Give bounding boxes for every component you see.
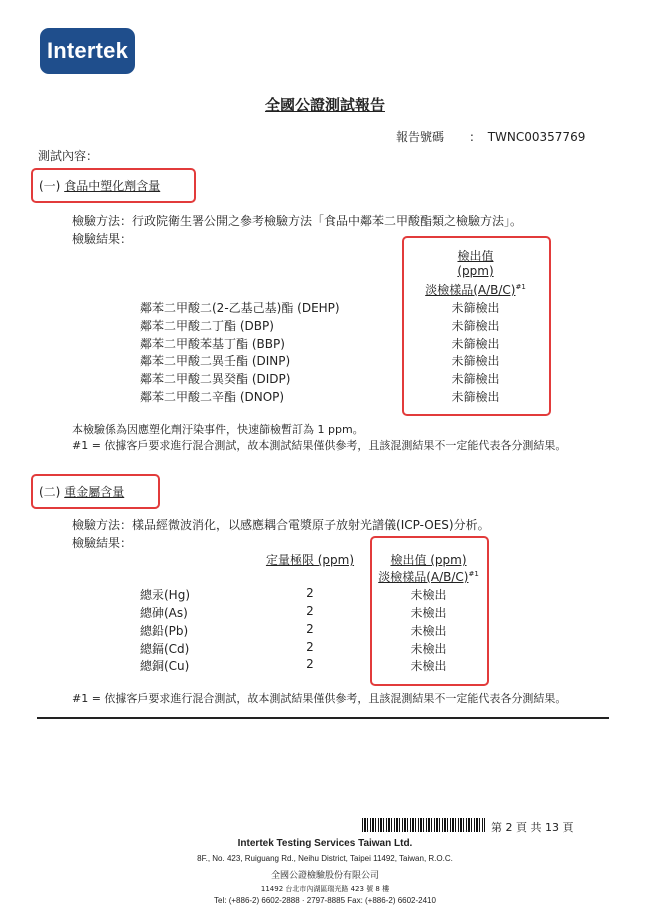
section1-method-text: 行政院衛生署公開之參考檢驗方法「食品中鄰苯二甲酸酯類之檢驗方法」。 [132, 214, 523, 228]
s1-col-header-3: 淡檢樣品$(A/B/C)^{\#1}$ [425, 283, 526, 297]
s2-row-name: 總銅(Cu) [140, 659, 190, 673]
section1-note-1: 本檢驗係為因應塑化劑汙染事件，快速篩檢暫訂為 1 ppm。 [72, 423, 364, 436]
s1-row-value: 未篩檢出 [451, 354, 500, 368]
footer-address-zh: 11492 台北市內湖區瑞光路 423 號 8 樓 [260, 885, 390, 893]
report-number-label: 報告號碼 [396, 130, 445, 144]
s2-row-value: 未檢出 [410, 659, 447, 673]
s1-col-header-2: (ppm) [457, 264, 494, 278]
s1-row-name: 鄰苯二甲酸二(2-乙基己基)酯 (DEHP) [140, 301, 340, 315]
s1-row-name: 鄰苯二甲酸二辛酯 (DNOP) [140, 390, 285, 404]
section1-method [72, 212, 522, 229]
section1-result-label: 檢驗結果： [72, 232, 133, 246]
s2-row-name: 總汞(Hg) [140, 588, 191, 602]
s2-row-name: 總鎘(Cd) [140, 642, 190, 656]
s2-row-limit: 2 [306, 657, 314, 671]
s2-row-name: 總砷(As) [140, 606, 188, 620]
section2-title: 重金屬含量 [64, 485, 125, 499]
s2-row-value: 未檢出 [410, 624, 447, 638]
s2-row-value: 未檢出 [410, 642, 447, 656]
page-number: 第 2 頁 共 13 頁 [491, 821, 574, 834]
report-number [396, 128, 585, 145]
s1-row-value: 未篩檢出 [451, 319, 500, 333]
s1-row-value: 未篩檢出 [451, 301, 500, 315]
s2-row-limit: 2 [306, 622, 314, 636]
section1-note-2: #1 = 依據客戶要求進行混合測試，故本測試結果僅供參考，且該混測結果不一定能代表各分測結果。 [72, 439, 567, 452]
section2-prefix: (二) [39, 485, 61, 499]
s1-row-value: 未篩檢出 [451, 372, 500, 386]
report-number-value: TWNC00357769 [487, 130, 586, 144]
report-number-sep: : [469, 130, 474, 144]
s2-row-limit: 2 [306, 640, 314, 654]
section2-note: #1 = 依據客戶要求進行混合測試，故本測試結果僅供參考，且該混測結果不一定能代表各分測結果。 [72, 692, 567, 705]
section2-method-text: 樣品經微波消化，以感應耦合電漿原子放射光譜儀(ICP-OES)分析。 [132, 518, 490, 532]
section1-title: 食品中塑化劑含量 [64, 179, 161, 193]
barcode [362, 818, 485, 832]
section2-method-label: 檢驗方法： [72, 518, 133, 532]
footer-company-zh: 全國公證檢驗股份有限公司 [270, 871, 379, 881]
section1-heading [39, 177, 160, 194]
section2-heading [39, 483, 124, 500]
s2-limit-header: 定量極限 (ppm) [265, 553, 355, 567]
section2-method [72, 516, 490, 533]
section2-result-label: 檢驗結果： [72, 536, 133, 550]
s2-row-limit: 2 [306, 604, 314, 618]
footer-company-en: Intertek Testing Services Taiwan Ltd. [237, 838, 413, 849]
s2-row-value: 未檢出 [410, 606, 447, 620]
footer-divider [37, 717, 609, 719]
report-title: 全國公證測試報告 [264, 96, 385, 114]
s2-col-header-2: 淡檢樣品$(A/B/C)^{\#1}$ [378, 570, 479, 584]
s1-col-header-1: 檢出值 [457, 249, 494, 263]
s2-row-limit: 2 [306, 586, 314, 600]
section1-method-label: 檢驗方法： [72, 214, 133, 228]
intertek-logo: Intertek [40, 28, 135, 74]
footer-contact: Tel: (+886-2) 6602-2888 · 2797-8885 Fax: (+886-2) 6602-2410 [214, 896, 436, 905]
s1-row-name: 鄰苯二甲酸二異癸酯 (DIDP) [140, 372, 291, 386]
s1-row-name: 鄰苯二甲酸苯基丁酯 (BBP) [140, 337, 285, 351]
s2-row-value: 未檢出 [410, 588, 447, 602]
test-content-label: 測試內容： [38, 149, 99, 163]
section1-prefix: (一) [39, 179, 61, 193]
s2-col-header-1: 檢出值 (ppm) [390, 553, 467, 567]
s1-row-name: 鄰苯二甲酸二異壬酯 (DINP) [140, 354, 291, 368]
s1-row-value: 未篩檢出 [451, 390, 500, 404]
s1-row-name: 鄰苯二甲酸二丁酯 (DBP) [140, 319, 274, 333]
footer-address-en: 8F., No. 423, Ruiguang Rd., Neihu District, Taipei 11492, Taiwan, R.O.C. [197, 854, 453, 863]
s2-row-name: 總鉛(Pb) [140, 624, 189, 638]
s1-row-value: 未篩檢出 [451, 337, 500, 351]
